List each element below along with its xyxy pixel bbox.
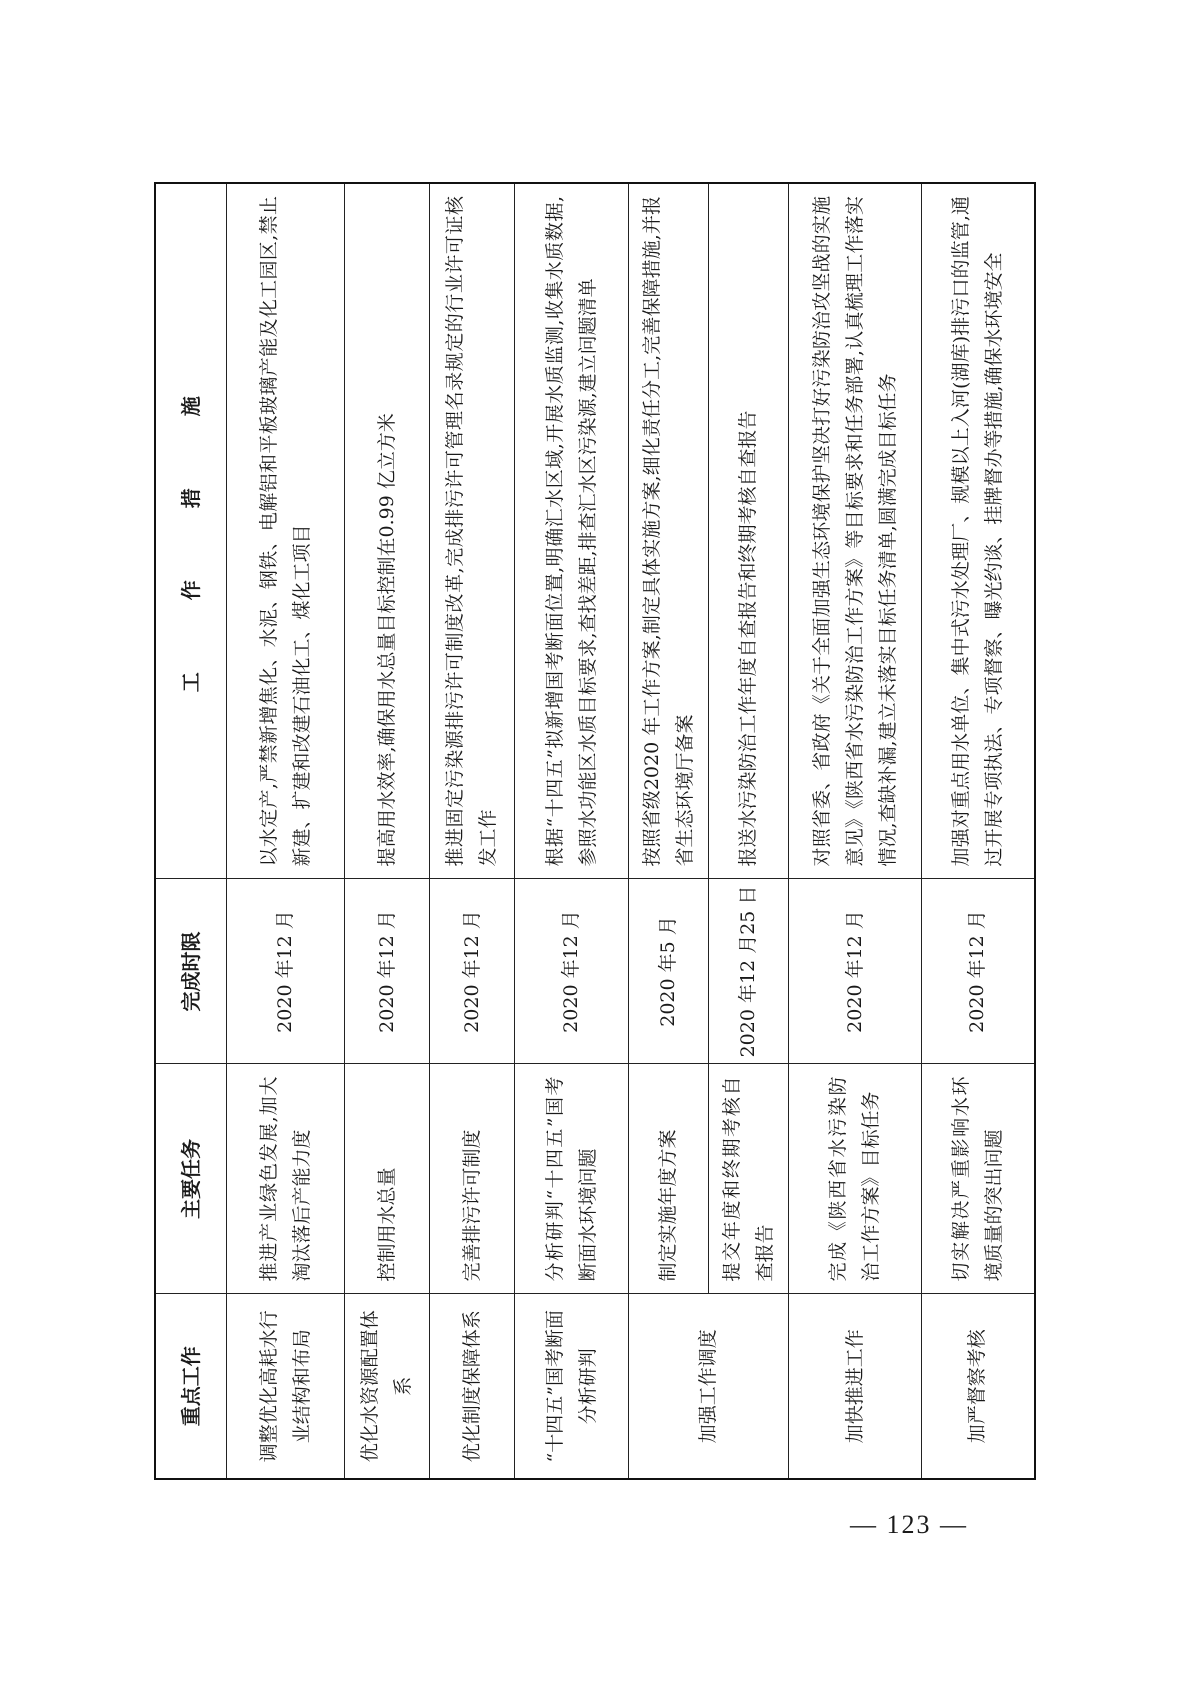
page-number: — 123 —	[850, 1510, 968, 1539]
key-work-cell: 加严督察考核	[922, 1294, 1035, 1479]
header-deadline: 完成时限	[155, 879, 227, 1064]
deadline-cell: 2020 年12 月	[227, 879, 345, 1064]
table-row	[227, 183, 345, 1479]
task-cell: 制定实施年度方案	[629, 1064, 709, 1294]
header-key-work: 重点工作	[155, 1294, 227, 1479]
key-work-cell: 优化制度保障体系	[430, 1294, 515, 1479]
measure-cell: 报送水污染防治工作年度自查报告和终期考核自查报告	[709, 183, 789, 879]
table-row	[789, 183, 922, 1479]
table-row	[345, 183, 430, 1479]
table-row	[922, 183, 1035, 1479]
table-row	[629, 183, 709, 1479]
task-cell: 推进产业绿色发展,加大淘汰落后产能力度	[227, 1064, 345, 1294]
work-plan-table	[154, 182, 1036, 1480]
deadline-cell: 2020 年12 月	[430, 879, 515, 1064]
deadline-cell: 2020 年12 月	[515, 879, 629, 1064]
task-cell: 切实解决严重影响水环境质量的突出问题	[922, 1064, 1035, 1294]
deadline-cell: 2020 年5 月	[629, 879, 709, 1064]
table-row	[430, 183, 515, 1479]
measure-cell: 对照省委、省政府《关于全面加强生态环境保护坚决打好污染防治攻坚战的实施意见》《陕西省水污染防治工作方案》等目标要求和任务部署,认真梳理工作落实情况,查缺补漏,建立未落实目标任务清单,圆满完成目标任务	[789, 183, 922, 879]
measure-cell: 推进固定污染源排污许可制度改革,完成排污许可管理名录规定的行业许可证核发工作	[430, 183, 515, 879]
table-row	[515, 183, 629, 1479]
measure-cell: 以水定产,严禁新增焦化、水泥、钢铁、电解铝和平板玻璃产能及化工园区,禁止新建、扩建和改建石油化工、煤化工项目	[227, 183, 345, 879]
task-cell: 完成《陕西省水污染防治工作方案》目标任务	[789, 1064, 922, 1294]
task-cell: 分析研判“十四五”国考断面水环境问题	[515, 1064, 629, 1294]
measure-cell: 提高用水效率,确保用水总量目标控制在0.99 亿立方米	[345, 183, 430, 879]
table-header-row	[155, 183, 227, 1479]
key-work-cell: 优化水资源配置体系	[345, 1294, 430, 1479]
deadline-cell: 2020 年12 月	[789, 879, 922, 1064]
header-main-task: 主要任务	[155, 1064, 227, 1294]
key-work-cell: 加强工作调度	[629, 1294, 789, 1479]
task-cell: 控制用水总量	[345, 1064, 430, 1294]
measure-cell: 加强对重点用水单位、集中式污水处理厂、规模以上入河(湖库)排污口的监管,通过开展专项执法、专项督察、曝光约谈、挂牌督办等措施,确保水环境安全	[922, 183, 1035, 879]
measure-cell: 按照省级2020 年工作方案,制定具体实施方案,细化责任分工,完善保障措施,并报省生态环境厅备案	[629, 183, 709, 879]
table-row	[709, 183, 789, 1479]
deadline-cell: 2020 年12 月	[345, 879, 430, 1064]
deadline-cell: 2020 年12 月25 日	[709, 879, 789, 1064]
deadline-cell: 2020 年12 月	[922, 879, 1035, 1064]
measure-cell: 根据“十四五”拟新增国考断面位置,明确汇水区域,开展水质监测,收集水质数据,参照水功能区水质目标要求,查找差距,排查汇水区污染源,建立问题清单	[515, 183, 629, 879]
key-work-cell: 调整优化高耗水行业结构和布局	[227, 1294, 345, 1479]
header-measures: 工 作 措 施	[155, 183, 227, 879]
key-work-cell: “十四五”国考断面分析研判	[515, 1294, 629, 1479]
task-cell: 提交年度和终期考核自查报告	[709, 1064, 789, 1294]
key-work-cell: 加快推进工作	[789, 1294, 922, 1479]
rotated-table-container	[154, 184, 1034, 1480]
task-cell: 完善排污许可制度	[430, 1064, 515, 1294]
